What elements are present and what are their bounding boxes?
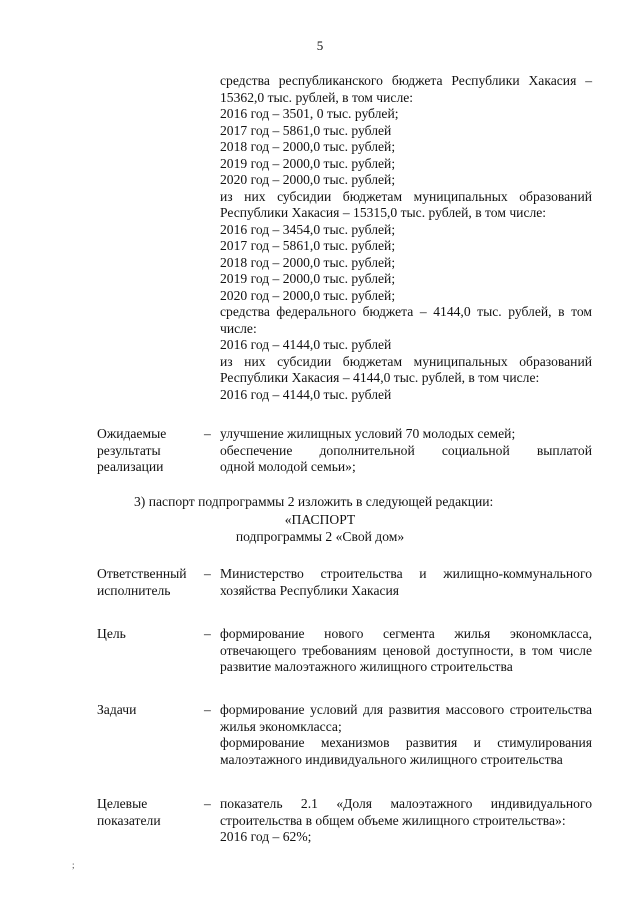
- funding-line: числе:: [220, 320, 257, 336]
- dash: –: [204, 426, 211, 441]
- funding-line: средства республиканского бюджета Республики Хакасия –: [220, 73, 592, 88]
- funding-line: 15362,0 тыс. рублей, в том числе:: [220, 89, 414, 105]
- funding-line: 2018 год – 2000,0 тыс. рублей;: [220, 254, 396, 270]
- funding-line: Республики Хакасия – 15315,0 тыс. рублей, в том числе:: [220, 205, 547, 220]
- funding-line: 2020 год – 2000,0 тыс. рублей;: [220, 287, 396, 303]
- goal-text: формирование нового сегмента жилья экономкласса, отвечающего требованиям ценовой доступности, в том числе развитие малоэтажного жилищного строительства: [220, 626, 592, 674]
- funding-line: 2018 год – 2000,0 тыс. рублей;: [220, 139, 396, 154]
- passport-subtitle: подпрограммы 2 «Свой дом»: [235, 529, 405, 544]
- dash: –: [204, 566, 211, 581]
- expected-results-text: улучшение жилищных условий 70 молодых семей; обеспечение дополнительной социальной выплатой одной молодой семьи»;: [220, 426, 592, 474]
- funding-line: из них субсидии бюджетам муниципальных образований: [220, 188, 592, 204]
- funding-line: 2016 год – 3501, 0 тыс. рублей;: [220, 106, 399, 121]
- page-number: 5: [316, 38, 324, 53]
- dash: –: [204, 626, 211, 641]
- passport-title: «ПАСПОРТ: [284, 512, 356, 527]
- indicators-text: показатель 2.1 «Доля малоэтажного индивидуального строительства в общем объеме жилищного строительства»: 2016 год – 62%;: [220, 796, 592, 844]
- funding-line: 2016 год – 3454,0 тыс. рублей;: [220, 221, 396, 237]
- goal-label: Цель: [97, 626, 126, 641]
- responsible-text: Министерство строительства и жилищно-коммунального хозяйства Республики Хакасия: [220, 566, 592, 598]
- funding-line: 2019 год – 2000,0 тыс. рублей;: [220, 155, 396, 171]
- responsible-label: Ответственный исполнитель: [97, 566, 187, 598]
- funding-line: 2020 год – 2000,0 тыс. рублей;: [220, 172, 396, 187]
- indicators-label: Целевые показатели: [97, 796, 161, 828]
- funding-line: средства федерального бюджета – 4144,0 тыс. рублей, в том: [220, 304, 592, 319]
- funding-line: 2017 год – 5861,0 тыс. рублей: [220, 122, 392, 138]
- funding-section: [220, 73, 592, 403]
- dash: –: [204, 796, 211, 811]
- tasks-text: формирование условий для развития массового строительства жилья экономкласса; формирование механизмов развития и стимулирования малоэтажного индивидуального жилищного строительства: [220, 702, 592, 767]
- funding-line: 2017 год – 5861,0 тыс. рублей;: [220, 238, 396, 253]
- dash: –: [204, 702, 211, 717]
- expected-results-label: Ожидаемые результаты реализации: [97, 426, 167, 474]
- funding-line: из них субсидии бюджетам муниципальных образований: [220, 353, 592, 369]
- amendment-text: 3) паспорт подпрограммы 2 изложить в следующей редакции:: [134, 494, 494, 509]
- funding-line: 2019 год – 2000,0 тыс. рублей;: [220, 271, 396, 286]
- funding-line: Республики Хакасия – 4144,0 тыс. рублей, в том числе:: [220, 370, 540, 385]
- tasks-label: Задачи: [97, 702, 137, 717]
- funding-line: 2016 год – 4144,0 тыс. рублей: [220, 337, 392, 352]
- funding-line: 2016 год – 4144,0 тыс. рублей: [220, 386, 392, 402]
- stray-mark: ;: [72, 860, 75, 870]
